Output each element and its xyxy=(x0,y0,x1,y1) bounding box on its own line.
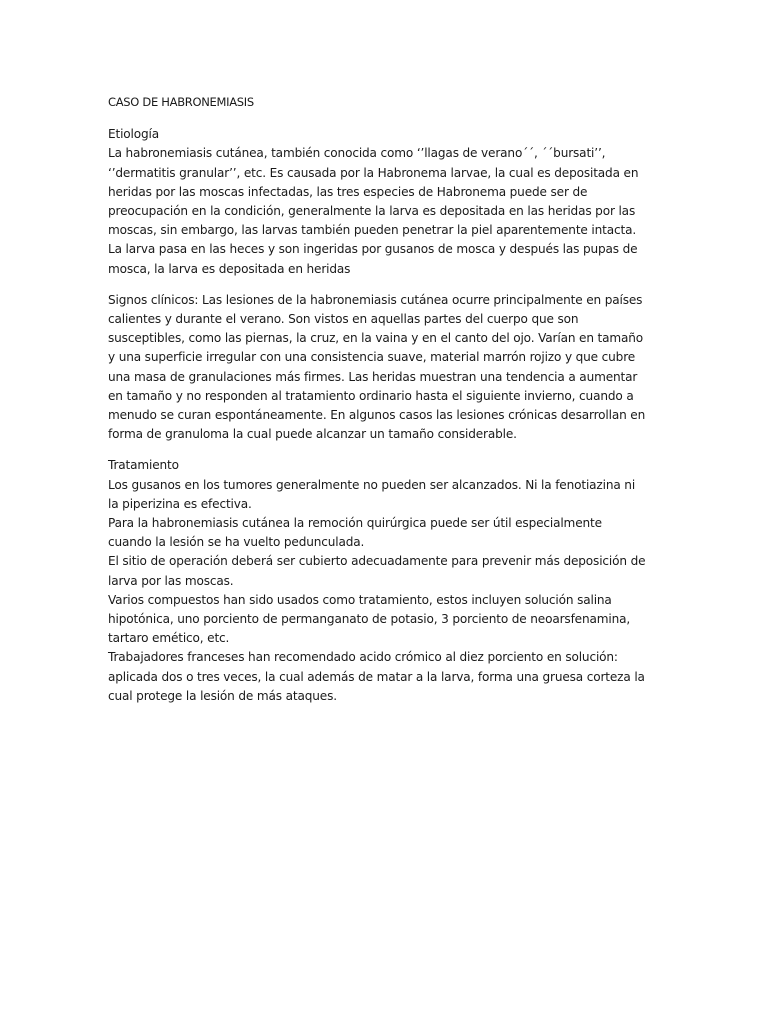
section-heading-etiologia: Etiología xyxy=(108,127,159,142)
section-etiologia xyxy=(108,125,648,279)
paragraph-tratamiento-4: Varios compuestos han sido usados como tratamiento, estos incluyen solución salina hipotónica, uno porciento de permanganato de potasio, 3 porciento de neoarsfenamina, tartaro emético, etc. xyxy=(108,592,631,646)
paragraph-tratamiento-1: Los gusanos en los tumores generalmente no pueden ser alcanzados. Ni la fenotiazina ni la piperizina es efectiva. xyxy=(108,477,636,511)
paragraph-signos-1: Signos clínicos: Las lesiones de la habronemiasis cutánea ocurre principalmente en países calientes y durante el verano. Son vistos en aquellas partes del cuerpo que son susceptibles, como las piernas, la cruz, en la vaina y en el canto del ojo. Varían en tamaño y una superficie irregular con una consistencia suave, material marrón rojizo y que cubre una masa de granulaciones más firmes. Las heridas muestran una tendencia a aumentar en tamaño y no responden al tratamiento ordinario hasta el siguiente invierno, cuando a menudo se curan espontáneamente. En algunos casos las lesiones crónicas desarrollan en forma de granuloma la cual puede alcanzar un tamaño considerable. xyxy=(108,292,646,442)
paragraph-etiologia-2: La larva pasa en las heces y son ingeridas por gusanos de mosca y después las pupas de mosca, la larva es depositada en heridas xyxy=(108,242,638,276)
document-page xyxy=(108,93,648,718)
section-signos-clinicos xyxy=(108,291,648,445)
paragraph-tratamiento-3: El sitio de operación deberá ser cubierto adecuadamente para prevenir más deposición de larva por las moscas. xyxy=(108,554,646,588)
section-heading-tratamiento: Tratamiento xyxy=(108,458,179,473)
paragraph-tratamiento-2: Para la habronemiasis cutánea la remoción quirúrgica puede ser útil especialmente cuando la lesión se ha vuelto pedunculada. xyxy=(108,516,602,550)
paragraph-etiologia-1: La habronemiasis cutánea, también conocida como ‘’llagas de verano´´, ´´bursati’’, ‘’dermatitis granular’’, etc. Es causada por la Habronema larvae, la cual es depositada en heridas por las moscas infectadas, las tres especies de Habronema puede ser de preocupación en la condición, generalmente la larva es depositada en las heridas por las moscas, sin embargo, las larvas también pueden penetrar la piel aparentemente intacta. xyxy=(108,146,639,238)
section-tratamiento xyxy=(108,456,648,706)
document-title: CASO DE HABRONEMIASIS xyxy=(108,95,254,109)
paragraph-tratamiento-5: Trabajadores franceses han recomendado acido crómico al diez porciento en solución: aplicada dos o tres veces, la cual además de matar a la larva, forma una gruesa corteza la cual protege la lesión de más ataques. xyxy=(108,650,645,703)
